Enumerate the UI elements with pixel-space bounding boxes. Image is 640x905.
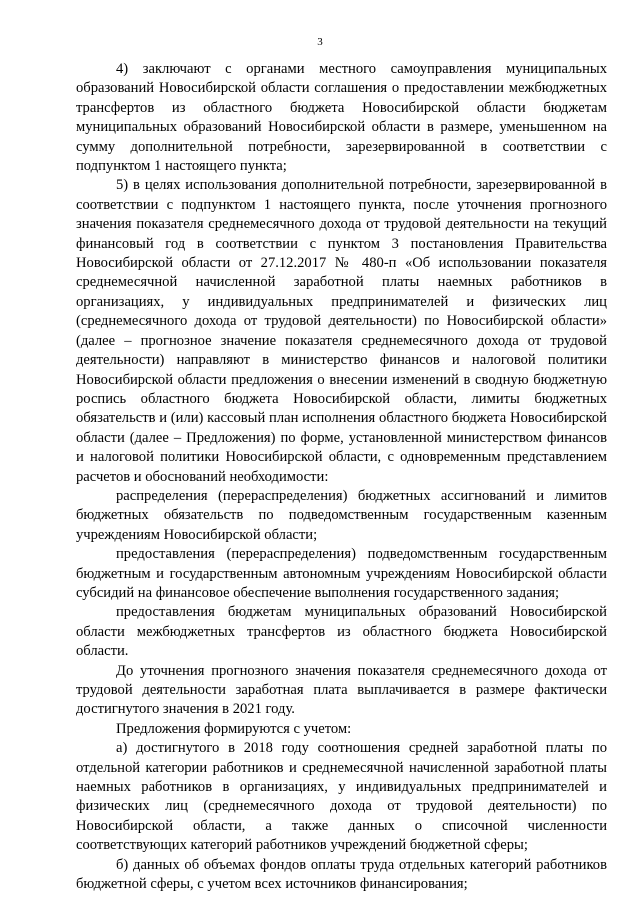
paragraph-subitem-distribution: распределения (перераспределения) бюджетных ассигнований и лимитов бюджетных обязательств по подведомственным государственным казенным учреждениям Новосибирской области; bbox=[76, 487, 607, 543]
paragraph-subitem-transfers: предоставления бюджетам муниципальных образований Новосибирской области межбюджетных трансфертов из областного бюджета Новосибирской области. bbox=[76, 604, 607, 660]
paragraph-item-b: б) данных об объемах фондов оплаты труда отдельных категорий работников бюджетной сферы, с учетом всех источников финансирования; bbox=[76, 856, 607, 893]
paragraph-proposals-intro: Предложения формируются с учетом: bbox=[116, 720, 352, 737]
paragraph-item-4: 4) заключают с органами местного самоуправления муниципальных образований Новосибирской области соглашения о предоставлении межбюджетных трансфертов из областного бюджета Новосибирской области бюджетам муниципальных образований Новосибирской области в размере, уменьшенном на сумму дополнительной потребности, зарезервированной в соответствии с подпунктом 1 настоящего пункта; bbox=[76, 61, 607, 175]
document-body bbox=[76, 60, 607, 894]
paragraph-subitem-subsidies: предоставления (перераспределения) подведомственным государственным бюджетным и государственным автономным учреждениям Новосибирской области субсидий на финансовое обеспечение выполнения государственного задания; bbox=[76, 546, 607, 601]
paragraph-item-a: а) достигнутого в 2018 году соотношения средней заработной платы по отдельной категории работников и среднемесячной начисленной заработной платы наемных работников в организациях, у индивидуальных предпринимателей и физических лиц (среднемесячного дохода от трудовой деятельности) по Новосибирской области, а также данных о списочной численности соответствующих категорий работников учреждений бюджетной сферы; bbox=[76, 740, 607, 854]
page-number: 3 bbox=[317, 36, 323, 48]
paragraph-item-5: 5) в целях использования дополнительной потребности, зарезервированной в соответствии с подпунктом 1 настоящего пункта, после уточнения прогнозного значения показателя среднемесячного дохода от трудовой деятельности на текущий финансовый год в соответствии с пунктом 3 постановления Правительства Новосибирской области от 27.12.2017 № 480-п «Об использовании показателя среднемесячной начисленной заработной платы наемных работников в организациях, у индивидуальных предпринимателей и физических лиц (среднемесячного дохода от трудовой деятельности) по Новосибирской области» (далее – прогнозное значение показателя среднемесячного дохода от трудовой деятельности) направляют в министерство финансов и налоговой политики Новосибирской области предложения о внесении изменений в сводную бюджетную роспись областного бюджета Новосибирской области, лимиты бюджетных обязательств и (или) кассовый план исполнения областного бюджета Новосибирской области (далее – Предложения) по форме, установленной министерством финансов и налоговой политики Новосибирской области, с одновременным представлением расчетов и обоснований необходимости: bbox=[76, 177, 607, 485]
paragraph-salary-note: До уточнения прогнозного значения показателя среднемесячного дохода от трудовой деятельности заработная плата выплачивается в размере фактически достигнутого значения в 2021 году. bbox=[76, 662, 607, 718]
